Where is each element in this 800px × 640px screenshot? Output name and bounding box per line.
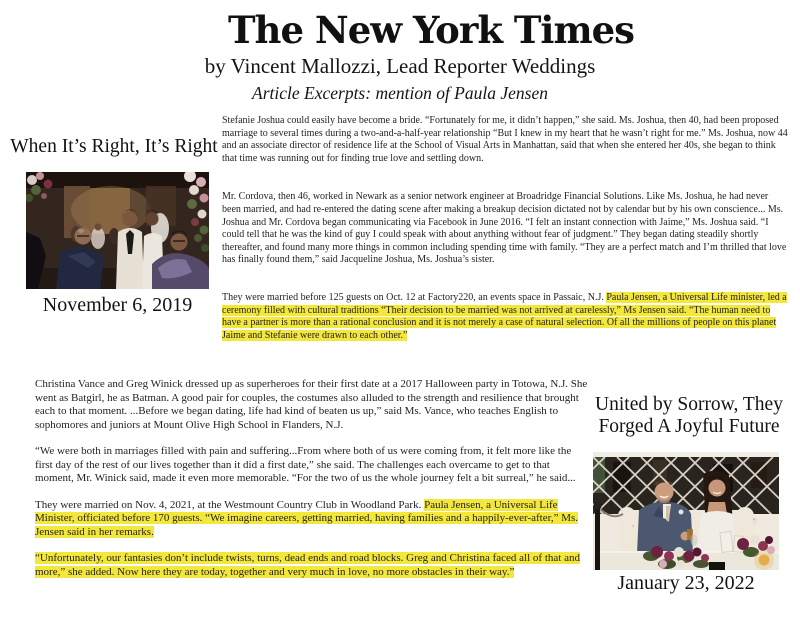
reception-couple-photo	[593, 452, 779, 570]
text-run: They were married before 125 guests on Oct. 12 at Factory220, an events space in Passaic, N.J.	[222, 291, 607, 303]
byline: by Vincent Mallozzi, Lead Reporter Weddings	[204, 54, 596, 78]
headline-when-its-right	[10, 136, 218, 158]
excerpt-text-block-1	[222, 115, 788, 342]
paragraph	[222, 191, 788, 267]
highlighted-text-run: Paula Jensen, a Universal Life minister, led a ceremony filled with cultural traditions “Their decision to be married was not arrived at carelessly,” Ms Jensen said. “The human need to have a partner is more than a rational conclusion and it is not merely a case of natural selection. Of all the millions of people on this planet Jaime and Stefanie were drawn to each other.”	[222, 291, 787, 341]
highlighted-text-run: “Unfortunately, our fantasies don’t include twists, turns, dead ends and road blocks. Greg and Christina faced all of that and more,” she added. Now here they are today, together and very much in love, no more obstacles in their way.”	[35, 552, 580, 578]
headline-line: Forged A Joyful Future	[598, 416, 780, 437]
wedding-ceremony-photo	[26, 172, 209, 289]
headline-united-by-sorrow	[591, 394, 787, 438]
text-run: Mr. Cordova, then 46, worked in Newark as a senior network engineer at Broadridge Financial Solutions. Like Ms. Joshua, he had never been married, and had re-entered the dating scene after making a breakup decision dictated not by calendar but by his own conscience... Ms. Joshua and Mr. Cordova began communicating via Facebook in June 2016. “I felt an instant connection with Jaime,” Ms. Joshua said. “I could tell that he was the kind of guy I could speak with about anything without fear of judgment.” They began dating steadily shortly thereafter, and found many more things in common including spending time with family. “They are a perfect match and I’m thrilled that love has finally found them,” said Jacqueline Joshua, Ms. Joshua’s sister.	[222, 191, 787, 266]
paragraph	[222, 115, 788, 165]
headline-line: When It’s Right, It’s Right	[10, 136, 218, 157]
newspaper-masthead: The New York Times	[228, 8, 634, 52]
paragraph-highlighted-quote	[35, 552, 588, 579]
paragraph	[35, 378, 588, 432]
excerpt-text-block-2	[35, 378, 588, 579]
text-run: Christina Vance and Greg Winick dressed up as superheroes for their first date at a 2017 Halloween party in Totowa, N.J. She went as Batgirl, he as Batman. A good pair for couples, the costumes also alluded to the strength and resilience that brought each to that moment. ...Before we began dating, life had kind of beaten us up,” said Ms. Vance, who teaches English to sophomores and juniors at Mount Olive High School in Flanders, N.J.	[35, 378, 588, 431]
paragraph-highlighted-paula-jensen	[35, 499, 588, 540]
article-excerpts-subtitle: Article Excerpts: mention of Paula Jensen	[252, 83, 548, 103]
headline-line: United by Sorrow, They	[595, 394, 783, 415]
text-run: “We were both in marriages filled with pain and suffering...From where both of us were coming from, it felt more like the first day of the rest of our lives together than it did a first date,” she said. The challenges each overcame to get to that moment, Mr. Winick said, made it even more memorable. “For the two of us the whole journey felt a bit surreal,” he said...	[35, 445, 576, 484]
photo-date-2019: November 6, 2019	[42, 294, 193, 316]
text-run: They were married on Nov. 4, 2021, at the Westmount Country Club in Woodland Park.	[35, 498, 425, 511]
highlighted-text-run: Paula Jensen, a Universal Life Minister, officiated before 170 guests. “We imagine careers, getting married, having families and a happily-ever-after,” Ms. Jensen said in her remarks.	[35, 498, 579, 538]
photo-date-2022: January 23, 2022	[617, 572, 755, 594]
paragraph-highlighted-paula-jensen	[222, 292, 788, 342]
text-run: Stefanie Joshua could easily have become a bride. “Fortunately for me, it didn’t happen,” she said. Ms. Joshua, then 40, had been proposed marriage to several times during a two-and-a-half-year relationship “But I knew in my heart that he wasn’t right for me.” Ms. Joshua, now 44 and an associate director of residence life at the School of Visual Arts in Manhattan, said that when she entered her 40s, she began to think that time was running out for finding true love and settling down.	[222, 115, 788, 164]
paragraph	[35, 445, 588, 486]
